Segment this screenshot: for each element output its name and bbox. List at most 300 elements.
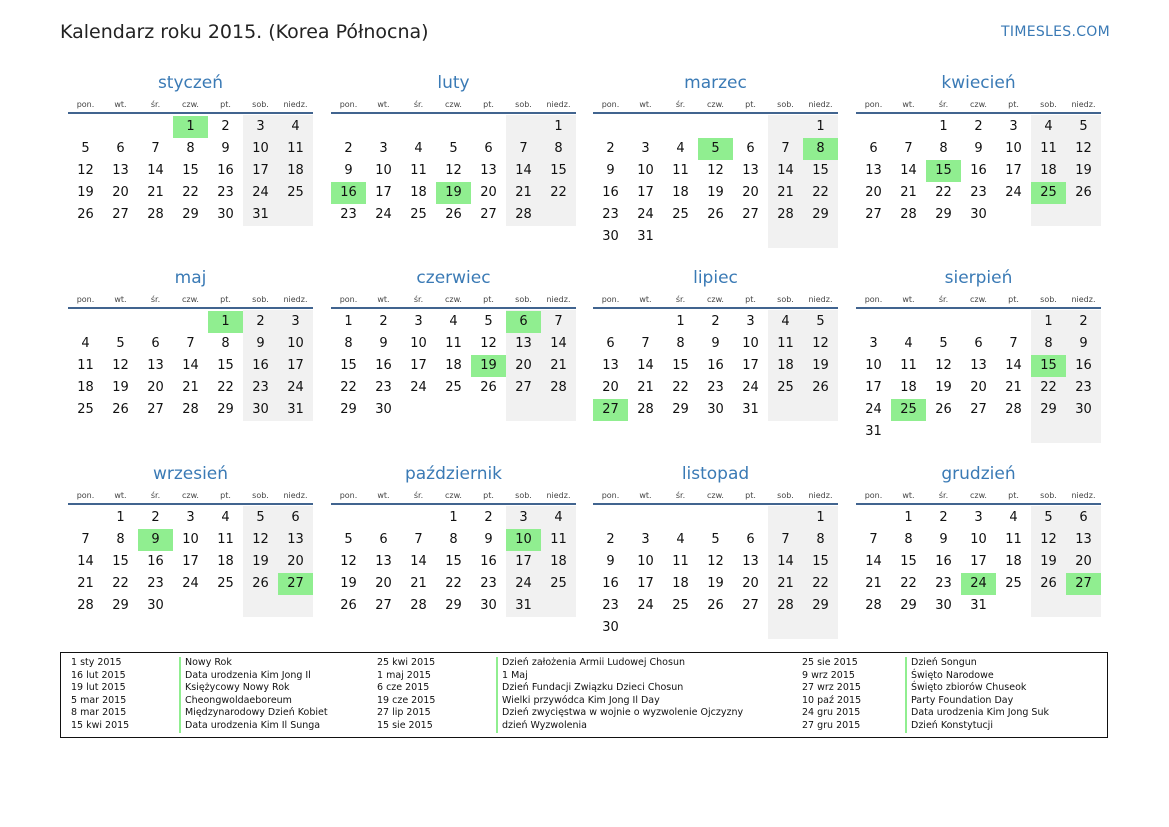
day-cell: 7 (781, 141, 790, 156)
day-cell: 31 (742, 402, 759, 417)
day-cell: 10 (865, 358, 882, 373)
day-cell: 17 (742, 358, 759, 373)
weekday-label: czw. (182, 100, 199, 109)
weekday-label: pt. (483, 100, 494, 109)
day-cell: 30 (602, 229, 619, 244)
day-cell: 26 (340, 598, 357, 613)
day-cell: 28 (550, 380, 567, 395)
day-cell: 12 (707, 554, 724, 569)
day-cell: 3 (256, 119, 265, 134)
day-cell: 28 (637, 402, 654, 417)
day-cell: 13 (375, 554, 392, 569)
day-cell: 17 (410, 358, 427, 373)
holiday-day-cell: 8 (803, 138, 838, 160)
day-cell: 16 (602, 185, 619, 200)
day-cell: 9 (606, 554, 615, 569)
day-cell: 5 (449, 141, 458, 156)
day-cell: 15 (550, 163, 567, 178)
day-cell: 16 (602, 576, 619, 591)
day-cell: 13 (865, 163, 882, 178)
holiday-day-cell: 19 (436, 182, 471, 204)
day-cell: 30 (602, 620, 619, 635)
day-cell: 3 (641, 141, 650, 156)
holiday-date: 27 wrz 2015 (802, 682, 861, 694)
day-cell: 31 (515, 598, 532, 613)
day-cell: 6 (291, 510, 300, 525)
day-cell: 14 (550, 336, 567, 351)
day-cell: 3 (291, 314, 300, 329)
holiday-name: Międzynarodowy Dzień Kobiet (179, 707, 328, 720)
day-cell: 13 (147, 358, 164, 373)
day-cell: 10 (252, 141, 269, 156)
weekday-label: niedz. (283, 100, 308, 109)
day-cell: 20 (112, 185, 129, 200)
day-cell: 12 (1040, 532, 1057, 547)
day-cell: 30 (375, 402, 392, 417)
weekday-label: pon. (864, 491, 883, 500)
day-cell: 16 (707, 358, 724, 373)
day-cell: 11 (550, 532, 567, 547)
day-cell: 22 (1040, 380, 1057, 395)
day-cell: 28 (777, 207, 794, 222)
day-cell: 4 (291, 119, 300, 134)
day-cell: 20 (480, 185, 497, 200)
weekday-label: wt. (377, 491, 390, 500)
day-cell: 29 (672, 402, 689, 417)
day-cell: 28 (1005, 402, 1022, 417)
day-cell: 30 (480, 598, 497, 613)
weekday-label: pon. (864, 295, 883, 304)
weekday-label: sob. (515, 491, 532, 500)
month-divider (68, 112, 313, 114)
day-cell: 22 (550, 185, 567, 200)
day-cell: 18 (445, 358, 462, 373)
month-name: luty (437, 73, 470, 93)
day-cell: 22 (672, 380, 689, 395)
day-cell: 24 (637, 598, 654, 613)
day-cell: 3 (641, 532, 650, 547)
day-cell: 21 (147, 185, 164, 200)
day-cell: 6 (116, 141, 125, 156)
day-cell: 11 (672, 163, 689, 178)
month-name: czerwiec (416, 268, 491, 288)
day-cell: 18 (777, 358, 794, 373)
weekday-label: śr. (150, 100, 161, 109)
weekday-label: niedz. (1071, 100, 1096, 109)
weekday-label: niedz. (808, 295, 833, 304)
day-cell: 10 (637, 163, 654, 178)
weekday-label: czw. (445, 295, 462, 304)
holiday-date: 25 sie 2015 (802, 657, 858, 668)
day-cell: 7 (1009, 336, 1018, 351)
day-cell: 29 (1040, 402, 1057, 417)
day-cell: 9 (1079, 336, 1088, 351)
holiday-name: Wielki przywódca Kim Jong Il Day (496, 695, 660, 708)
day-cell: 8 (186, 141, 195, 156)
day-cell: 8 (554, 141, 563, 156)
day-cell: 24 (637, 207, 654, 222)
day-cell: 20 (742, 576, 759, 591)
day-cell: 29 (182, 207, 199, 222)
day-cell: 24 (410, 380, 427, 395)
day-cell: 23 (970, 185, 987, 200)
day-cell: 25 (672, 207, 689, 222)
weekday-label: wt. (902, 295, 915, 304)
day-cell: 20 (865, 185, 882, 200)
month-name: grudzień (941, 464, 1016, 484)
day-cell: 11 (77, 358, 94, 373)
weekday-label: czw. (970, 295, 987, 304)
day-cell: 11 (217, 532, 234, 547)
holiday-name: Data urodzenia Kim Jong Il (179, 670, 311, 683)
day-cell: 29 (900, 598, 917, 613)
day-cell: 1 (116, 510, 125, 525)
day-cell: 22 (112, 576, 129, 591)
day-cell: 29 (217, 402, 234, 417)
day-cell: 13 (1075, 532, 1092, 547)
holiday-name: Dzień Fundacji Związku Dzieci Chosun (496, 682, 683, 695)
day-cell: 4 (449, 314, 458, 329)
day-cell: 19 (1075, 163, 1092, 178)
day-cell: 6 (869, 141, 878, 156)
day-cell: 29 (812, 598, 829, 613)
weekday-label: sob. (252, 491, 269, 500)
day-cell: 27 (742, 598, 759, 613)
day-cell: 14 (410, 554, 427, 569)
day-cell: 4 (554, 510, 563, 525)
day-cell: 20 (1075, 554, 1092, 569)
day-cell: 29 (340, 402, 357, 417)
day-cell: 7 (904, 141, 913, 156)
weekday-label: sob. (252, 295, 269, 304)
day-cell: 30 (217, 207, 234, 222)
brand-link[interactable]: TIMESLES.COM (1001, 24, 1110, 40)
weekday-label: wt. (377, 100, 390, 109)
day-cell: 19 (1040, 554, 1057, 569)
weekday-label: czw. (707, 100, 724, 109)
holiday-name: Dzień założenia Armii Ludowej Chosun (496, 657, 685, 670)
day-cell: 23 (375, 380, 392, 395)
day-cell: 28 (777, 598, 794, 613)
day-cell: 1 (344, 314, 353, 329)
weekday-label: sob. (1040, 295, 1057, 304)
weekday-label: czw. (445, 100, 462, 109)
day-cell: 9 (606, 163, 615, 178)
day-cell: 22 (900, 576, 917, 591)
day-cell: 27 (970, 402, 987, 417)
day-cell: 27 (147, 402, 164, 417)
weekday-label: czw. (970, 491, 987, 500)
day-cell: 15 (900, 554, 917, 569)
day-cell: 18 (672, 576, 689, 591)
day-cell: 22 (935, 185, 952, 200)
day-cell: 25 (777, 380, 794, 395)
weekday-label: wt. (114, 100, 127, 109)
weekday-label: pt. (220, 295, 231, 304)
day-cell: 2 (151, 510, 160, 525)
day-cell: 4 (904, 336, 913, 351)
weekday-label: pt. (220, 491, 231, 500)
day-cell: 12 (112, 358, 129, 373)
weekday-label: śr. (150, 491, 161, 500)
month-divider (593, 112, 838, 114)
day-cell: 7 (554, 314, 563, 329)
weekday-label: czw. (445, 491, 462, 500)
day-cell: 14 (182, 358, 199, 373)
day-cell: 10 (1005, 141, 1022, 156)
day-cell: 2 (606, 532, 615, 547)
day-cell: 18 (217, 554, 234, 569)
weekday-label: śr. (150, 295, 161, 304)
day-cell: 22 (340, 380, 357, 395)
weekday-label: sob. (515, 295, 532, 304)
day-cell: 26 (112, 402, 129, 417)
day-cell: 12 (480, 336, 497, 351)
day-cell: 14 (637, 358, 654, 373)
weekday-label: niedz. (283, 295, 308, 304)
day-cell: 9 (256, 336, 265, 351)
day-cell: 31 (287, 402, 304, 417)
day-cell: 14 (1005, 358, 1022, 373)
weekday-label: wt. (639, 295, 652, 304)
day-cell: 25 (287, 185, 304, 200)
month-divider (856, 112, 1101, 114)
day-cell: 16 (480, 554, 497, 569)
weekday-label: pt. (745, 100, 756, 109)
holiday-day-cell: 19 (471, 355, 506, 377)
day-cell: 3 (746, 314, 755, 329)
holiday-name: Dzień Konstytucji (905, 720, 993, 733)
day-cell: 2 (606, 141, 615, 156)
day-cell: 24 (865, 402, 882, 417)
day-cell: 21 (77, 576, 94, 591)
holiday-day-cell: 24 (961, 573, 996, 595)
day-cell: 25 (672, 598, 689, 613)
day-cell: 15 (812, 554, 829, 569)
day-cell: 15 (340, 358, 357, 373)
day-cell: 6 (606, 336, 615, 351)
day-cell: 19 (77, 185, 94, 200)
day-cell: 13 (480, 163, 497, 178)
holiday-day-cell: 15 (926, 160, 961, 182)
weekday-label: czw. (707, 491, 724, 500)
day-cell: 18 (550, 554, 567, 569)
day-cell: 24 (515, 576, 532, 591)
day-cell: 10 (970, 532, 987, 547)
day-cell: 4 (1009, 510, 1018, 525)
day-cell: 10 (287, 336, 304, 351)
day-cell: 5 (939, 336, 948, 351)
day-cell: 20 (375, 576, 392, 591)
month-name: sierpień (944, 268, 1013, 288)
day-cell: 12 (812, 336, 829, 351)
day-cell: 28 (182, 402, 199, 417)
day-cell: 15 (812, 163, 829, 178)
day-cell: 24 (182, 576, 199, 591)
day-cell: 11 (445, 336, 462, 351)
day-cell: 25 (1005, 576, 1022, 591)
day-cell: 15 (182, 163, 199, 178)
day-cell: 5 (116, 336, 125, 351)
holiday-name: dzień Wyzwolenia (496, 720, 587, 733)
day-cell: 18 (77, 380, 94, 395)
day-cell: 25 (445, 380, 462, 395)
day-cell: 23 (217, 185, 234, 200)
day-cell: 17 (252, 163, 269, 178)
weekday-label: pon. (339, 295, 358, 304)
day-cell: 19 (340, 576, 357, 591)
day-cell: 1 (939, 119, 948, 134)
day-cell: 17 (865, 380, 882, 395)
day-cell: 2 (484, 510, 493, 525)
day-cell: 12 (252, 532, 269, 547)
holiday-name: 1 Maj (496, 670, 528, 683)
holiday-day-cell: 9 (138, 529, 173, 551)
day-cell: 7 (81, 532, 90, 547)
day-cell: 7 (641, 336, 650, 351)
day-cell: 16 (375, 358, 392, 373)
weekday-label: wt. (902, 100, 915, 109)
day-cell: 26 (445, 207, 462, 222)
day-cell: 9 (344, 163, 353, 178)
day-cell: 2 (939, 510, 948, 525)
day-cell: 10 (742, 336, 759, 351)
weekday-label: sob. (777, 491, 794, 500)
weekday-label: śr. (675, 491, 686, 500)
day-cell: 31 (970, 598, 987, 613)
day-cell: 30 (935, 598, 952, 613)
day-cell: 26 (1040, 576, 1057, 591)
weekday-label: niedz. (808, 100, 833, 109)
day-cell: 2 (711, 314, 720, 329)
page-title: Kalendarz roku 2015. (Korea Północna) (60, 21, 429, 43)
day-cell: 21 (515, 185, 532, 200)
day-cell: 17 (375, 185, 392, 200)
day-cell: 28 (865, 598, 882, 613)
day-cell: 8 (449, 532, 458, 547)
day-cell: 9 (711, 336, 720, 351)
holiday-date: 19 cze 2015 (377, 694, 436, 706)
day-cell: 11 (672, 554, 689, 569)
weekday-label: pon. (76, 295, 95, 304)
day-cell: 29 (112, 598, 129, 613)
day-cell: 6 (379, 532, 388, 547)
weekday-label: pon. (601, 295, 620, 304)
weekday-label: pt. (483, 491, 494, 500)
day-cell: 24 (252, 185, 269, 200)
holiday-date: 15 kwi 2015 (71, 719, 130, 731)
day-cell: 5 (1079, 119, 1088, 134)
weekday-label: czw. (182, 491, 199, 500)
day-cell: 24 (1005, 185, 1022, 200)
day-cell: 16 (1075, 358, 1092, 373)
weekday-label: śr. (413, 491, 424, 500)
day-cell: 16 (217, 163, 234, 178)
day-cell: 22 (812, 185, 829, 200)
day-cell: 19 (812, 358, 829, 373)
day-cell: 3 (869, 336, 878, 351)
holiday-day-cell: 15 (1031, 355, 1066, 377)
day-cell: 28 (515, 207, 532, 222)
day-cell: 7 (519, 141, 528, 156)
holiday-day-cell: 5 (698, 138, 733, 160)
month-name: październik (404, 464, 503, 484)
holiday-name: Święto Narodowe (905, 670, 994, 683)
day-cell: 18 (287, 163, 304, 178)
day-cell: 16 (147, 554, 164, 569)
weekday-label: sob. (777, 100, 794, 109)
day-cell: 18 (672, 185, 689, 200)
day-cell: 23 (480, 576, 497, 591)
day-cell: 1 (816, 119, 825, 134)
weekday-label: sob. (777, 295, 794, 304)
weekday-label: pt. (1008, 295, 1019, 304)
day-cell: 20 (742, 185, 759, 200)
holiday-day-cell: 1 (208, 311, 243, 333)
day-cell: 1 (449, 510, 458, 525)
day-cell: 18 (410, 185, 427, 200)
holiday-date: 8 mar 2015 (71, 707, 127, 719)
day-cell: 7 (781, 532, 790, 547)
day-cell: 13 (970, 358, 987, 373)
day-cell: 27 (375, 598, 392, 613)
day-cell: 27 (742, 207, 759, 222)
day-cell: 23 (1075, 380, 1092, 395)
weekday-label: pon. (339, 491, 358, 500)
day-cell: 28 (410, 598, 427, 613)
day-cell: 3 (974, 510, 983, 525)
weekday-label: pt. (220, 100, 231, 109)
weekday-label: niedz. (808, 491, 833, 500)
day-cell: 24 (742, 380, 759, 395)
day-cell: 4 (221, 510, 230, 525)
holiday-date: 25 kwi 2015 (377, 657, 436, 668)
weekday-label: śr. (675, 100, 686, 109)
day-cell: 28 (900, 207, 917, 222)
holiday-day-cell: 16 (331, 182, 366, 204)
day-cell: 13 (742, 163, 759, 178)
day-cell: 25 (77, 402, 94, 417)
day-cell: 9 (974, 141, 983, 156)
month-name: kwiecień (941, 73, 1016, 93)
holiday-list (60, 652, 1108, 738)
day-cell: 2 (974, 119, 983, 134)
weekday-label: śr. (938, 295, 949, 304)
day-cell: 27 (515, 380, 532, 395)
day-cell: 4 (1044, 119, 1053, 134)
weekday-label: pt. (1008, 100, 1019, 109)
day-cell: 3 (379, 141, 388, 156)
weekday-label: sob. (252, 100, 269, 109)
day-cell: 6 (1079, 510, 1088, 525)
weekday-label: wt. (377, 295, 390, 304)
day-cell: 2 (1079, 314, 1088, 329)
day-cell: 17 (970, 554, 987, 569)
weekday-label: pon. (601, 100, 620, 109)
day-cell: 8 (1044, 336, 1053, 351)
day-cell: 9 (221, 141, 230, 156)
weekday-label: wt. (114, 491, 127, 500)
day-cell: 8 (676, 336, 685, 351)
day-cell: 5 (816, 314, 825, 329)
day-cell: 30 (252, 402, 269, 417)
holiday-name: Księżycowy Nowy Rok (179, 682, 290, 695)
day-cell: 31 (865, 424, 882, 439)
day-cell: 4 (81, 336, 90, 351)
holiday-day-cell: 27 (278, 573, 313, 595)
holiday-day-cell: 27 (593, 399, 628, 421)
month-divider (593, 307, 838, 309)
